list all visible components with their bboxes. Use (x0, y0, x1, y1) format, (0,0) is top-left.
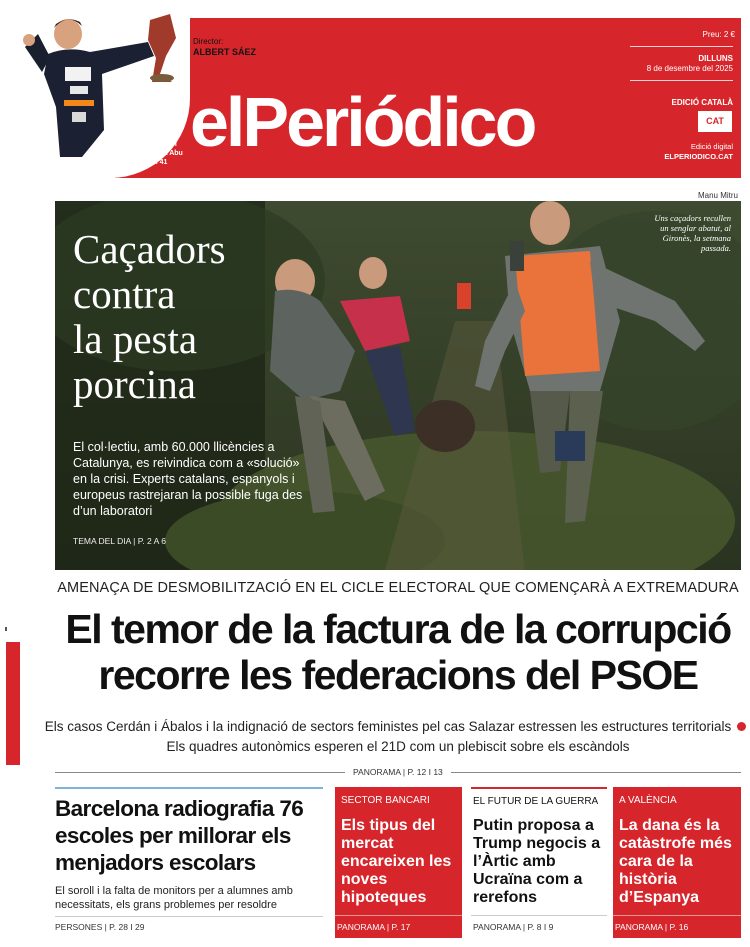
issue-day: DILLUNS (698, 54, 733, 63)
banking-label: SECTOR BANCARI (341, 795, 430, 806)
masthead-divider (630, 80, 733, 81)
valencia-story[interactable] (613, 787, 741, 938)
hero-title-line: porcina (73, 361, 196, 407)
hero-title[interactable] (73, 227, 226, 407)
main-story-kicker: AMENAÇA DE DESMOBILITZACIÓ EN EL CICLE ELECTORAL QUE COMENÇARÀ A EXTREMADURA (57, 580, 739, 596)
valencia-section-ref[interactable]: PANORAMA | P. 16 (615, 922, 689, 932)
edition-label: EDICIÓ CATALÀ (671, 98, 733, 107)
story-top-rule (55, 787, 323, 789)
driver-photo-caption[interactable]: Lando Norris es corona campió del Mundial de F1 a Abu Dhabi. P. 40 i 41 (115, 132, 183, 166)
story-ref-divider (613, 915, 741, 916)
deck-part: Els quadres autonòmics esperen el 21D com un plebiscit sobre els escàndols (166, 739, 630, 754)
edge-mark (5, 627, 7, 631)
story-ref-divider (335, 915, 462, 916)
price: Preu: 2 € (702, 30, 735, 39)
banking-section-ref[interactable]: PANORAMA | P. 17 (337, 922, 411, 932)
main-headline[interactable] (40, 606, 750, 698)
barcelona-headline[interactable]: Barcelona radiografia 76 escoles per millorar els menjadors escolars (55, 796, 304, 875)
digital-edition (610, 142, 733, 162)
hero-summary: El col·lectiu, amb 60.000 llicències a Catalunya, es reivindica com a «solució» en la crisi. Experts catalans, espanyols i europeus rastrejaran la possible fuga des d’un laboratori (73, 440, 303, 518)
director-name: ALBERT SÁEZ (193, 47, 256, 57)
banking-headline[interactable]: Els tipus del mercat encareixen les noves hipoteques (341, 817, 452, 906)
main-story-deck (40, 717, 750, 757)
director-credit (193, 37, 256, 57)
hero-title-line: la pesta (73, 316, 198, 362)
side-accent-bar (6, 642, 20, 765)
war-label: EL FUTUR DE LA GUERRA (473, 796, 599, 807)
main-story-section-ref[interactable]: PANORAMA | P. 12 I 13 (345, 767, 451, 777)
war-section-ref[interactable]: PANORAMA | P. 8 I 9 (473, 922, 554, 932)
story-ref-divider (471, 915, 607, 916)
newspaper-logo[interactable]: elPeriódico (190, 83, 535, 161)
barcelona-summary: El soroll i la falta de monitors per a alumnes amb necessitats, els grans problemes per resoldre (55, 885, 293, 911)
hero-story[interactable] (55, 201, 741, 570)
edition-cat-button[interactable]: CAT (698, 111, 732, 132)
digital-edition-link[interactable]: ELPERIODICO.CAT (664, 152, 733, 161)
banking-story[interactable] (335, 787, 462, 938)
bullet-icon (737, 722, 746, 731)
war-headline[interactable]: Putin proposa a Trump negocis a l’Àrtic amb Ucraïna com a rerefons (473, 817, 601, 906)
story-top-rule (471, 787, 607, 789)
director-label: Director: (193, 37, 224, 46)
deck-part: Els casos Cerdán i Ábalos i la indignació de sectors feministes pel cas Salazar estressen les estructures territorials (44, 719, 732, 734)
hero-section-ref[interactable]: TEMA DEL DIA | P. 2 A 6 (73, 536, 166, 546)
war-story[interactable] (471, 787, 607, 938)
barcelona-section-ref[interactable]: PERSONES | P. 28 I 29 (55, 922, 145, 932)
digital-edition-label: Edició digital (690, 142, 733, 151)
hero-title-line: Caçadors (73, 226, 226, 272)
hero-title-line: contra (73, 271, 176, 317)
main-headline-line: recorre les federacions del PSOE (98, 652, 698, 698)
valencia-label: A VALÈNCIA (619, 795, 677, 806)
hero-photo-caption: Uns caçadors recullen un senglar abatut, al Gironès, la setmana passada. (654, 213, 731, 253)
photo-credit: Manu Mitru (697, 191, 738, 200)
story-ref-divider (55, 916, 323, 917)
valencia-headline[interactable]: La dana és la catàstrofe més cara de la història d’Espanya (619, 817, 732, 906)
main-headline-line: El temor de la factura de la corrupció (65, 606, 731, 652)
issue-date: 8 de desembre del 2025 (646, 64, 733, 73)
masthead-divider (630, 46, 733, 47)
